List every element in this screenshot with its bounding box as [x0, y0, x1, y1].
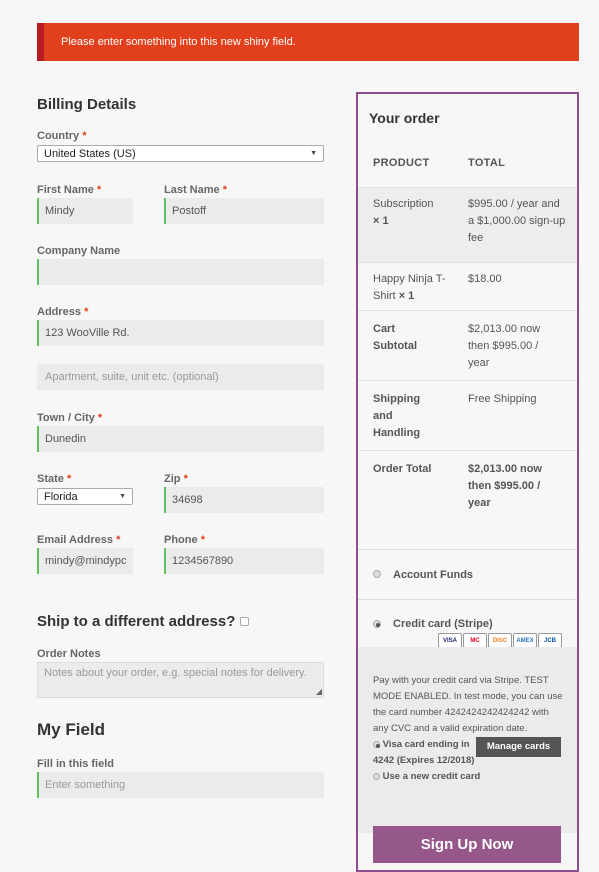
discover-icon: DISC [488, 633, 512, 648]
error-notice [37, 23, 579, 61]
company-input[interactable] [37, 259, 324, 285]
phone-label: Phone * [164, 534, 205, 546]
saved-card-option[interactable]: Visa card ending in 4242 (Expires 12/2018) [373, 739, 475, 766]
city-label: Town / City * [37, 412, 103, 424]
order-review-panel [356, 92, 579, 872]
resize-handle-icon[interactable]: ◢ [315, 687, 322, 696]
city-input[interactable]: Dunedin [37, 426, 324, 452]
payment-account-funds[interactable]: Account Funds [358, 549, 577, 599]
jcb-icon: JCB [538, 633, 562, 648]
table-row: Happy Ninja T-Shirt × 1 $18.00 [358, 262, 577, 310]
order-table [358, 139, 577, 552]
billing-title: Billing Details [37, 96, 137, 113]
address-input[interactable]: 123 WooVille Rd. [37, 320, 324, 346]
new-card-option[interactable]: Use a new credit card [373, 769, 480, 785]
first-name-input[interactable]: Mindy [37, 198, 133, 224]
country-label: Country * [37, 130, 87, 142]
stripe-payment-box [358, 647, 577, 833]
ship-different-checkbox[interactable] [240, 617, 249, 626]
order-table-header: PRODUCT TOTAL [373, 157, 506, 169]
state-label: State * [37, 473, 72, 485]
order-notes-textarea[interactable]: Notes about your order, e.g. special notes for delivery. ◢ [37, 662, 324, 698]
payment-credit-card[interactable]: Credit card (Stripe) VISA MC DISC AMEX JCB [358, 599, 577, 649]
last-name-label: Last Name * [164, 184, 227, 196]
my-field-title: My Field [37, 720, 106, 739]
credit-card-radio[interactable] [373, 620, 381, 628]
country-select[interactable]: United States (US) ▼ [37, 145, 324, 162]
mastercard-icon: MC [463, 633, 487, 648]
my-field-input[interactable]: Enter something [37, 772, 324, 798]
order-total-row: Order Total $2,013.00 now then $995.00 / year [358, 450, 577, 552]
manage-cards-button[interactable]: Manage cards [476, 737, 561, 757]
sign-up-button[interactable]: Sign Up Now [373, 826, 561, 863]
my-field-label: Fill in this field [37, 758, 114, 770]
amex-icon: AMEX [513, 633, 537, 648]
company-label: Company Name [37, 245, 121, 257]
state-select[interactable]: Florida ▼ [37, 488, 133, 505]
ship-different-title: Ship to a different address? [37, 613, 249, 630]
first-name-label: First Name * [37, 184, 102, 196]
shipping-row: Shipping and Handling Free Shipping [358, 380, 577, 450]
order-title: Your order [369, 110, 440, 126]
zip-input[interactable]: 34698 [164, 487, 324, 513]
zip-label: Zip * [164, 473, 188, 485]
visa-icon: VISA [438, 633, 462, 648]
order-notes-label: Order Notes [37, 648, 101, 660]
last-name-input[interactable]: Postoff [164, 198, 324, 224]
address-label: Address * [37, 306, 89, 318]
email-input[interactable]: mindy@mindypc [37, 548, 133, 574]
error-text: Please enter something into this new shiny field. [61, 36, 296, 48]
cart-subtotal-row: Cart Subtotal $2,013.00 now then $995.00 / year [358, 310, 577, 380]
address-line2-input[interactable]: Apartment, suite, unit etc. (optional) [37, 364, 324, 390]
account-funds-radio[interactable] [373, 570, 381, 578]
saved-card-radio[interactable] [373, 741, 380, 748]
chevron-down-icon: ▼ [310, 150, 317, 157]
new-card-radio[interactable] [373, 773, 380, 780]
stripe-description: Pay with your credit card via Stripe. TEST MODE ENABLED. In test mode, you can use the card number 4242424242424242 with any CVC and a valid expiration date. [373, 675, 563, 734]
card-brands [438, 633, 562, 648]
table-row: Subscription × 1 $995.00 / year and a $1,000.00 sign-up fee [358, 187, 577, 262]
chevron-down-icon: ▼ [119, 493, 126, 500]
phone-input[interactable]: 1234567890 [164, 548, 324, 574]
email-label: Email Address * [37, 534, 121, 546]
